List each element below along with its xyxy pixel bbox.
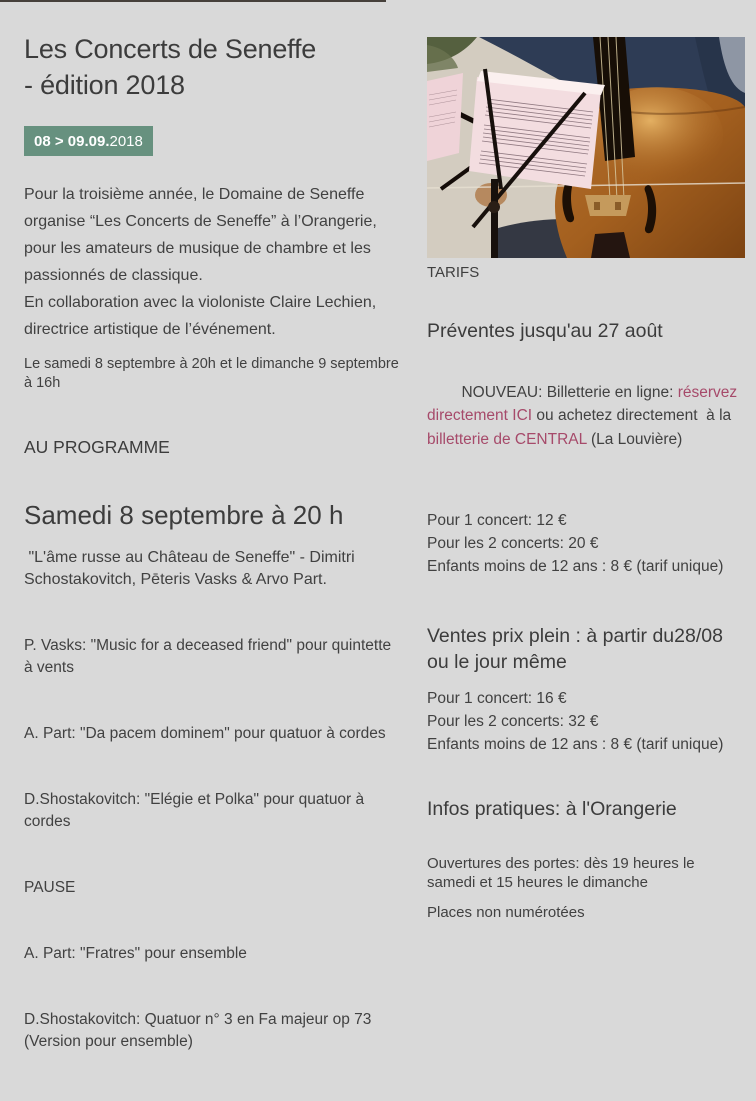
full-price-heading: Ventes prix plein : à partir du28/08 ou le jour même	[427, 624, 734, 673]
page-title-line1: Les Concerts de Seneffe	[24, 34, 317, 64]
top-border-rule	[0, 0, 386, 2]
program-section-label: AU PROGRAMME	[24, 437, 170, 457]
full-price-list	[427, 687, 745, 756]
central-ticket-office-link[interactable]: billetterie de CENTRAL	[427, 430, 587, 448]
program-item: D.Shostakovitch: "Elégie et Polka" pour quatuor à cordes	[24, 791, 369, 830]
practical-info-heading: Infos pratiques: à l'Orangerie	[427, 797, 677, 820]
cello-photo-illustration	[427, 37, 745, 258]
page-title	[24, 31, 400, 103]
price-line: Enfants moins de 12 ans : 8 € (tarif unique)	[427, 735, 724, 753]
intro-paragraph	[24, 181, 400, 343]
notice-text: NOUVEAU: Billetterie en ligne:	[461, 383, 678, 401]
concert-subtitle: "L'âme russe au Château de Seneffe" - Dimitri Schostakovitch, Pēteris Vasks & Arvo Part.	[24, 549, 360, 588]
price-line: Pour 1 concert: 16 €	[427, 689, 567, 707]
schedule-note: Le samedi 8 septembre à 20h et le dimanche 9 septembre à 16h	[24, 356, 399, 391]
seating-info: Places non numérotées	[427, 903, 585, 921]
program-item: A. Part: "Fratres" pour ensemble	[24, 945, 247, 962]
price-line: Pour les 2 concerts: 32 €	[427, 712, 599, 730]
concert-day-heading: Samedi 8 septembre à 20 h	[24, 500, 344, 530]
intro-text-2: En collaboration avec la violoniste Claire Lechien, directrice artistique de l’événement.	[24, 294, 377, 338]
program-item: A. Part: "Da pacem dominem" pour quatuor à cordes	[24, 725, 386, 742]
online-ticketing-notice	[427, 357, 745, 475]
event-date-badge	[24, 126, 153, 156]
tariffs-sidebar-column	[427, 0, 745, 1053]
event-date-range: 08 > 09.09.	[34, 133, 110, 150]
presale-heading: Préventes jusqu'au 27 août	[427, 320, 663, 342]
notice-text: ou achetez directement à la	[532, 407, 736, 424]
program-item: D.Shostakovitch: Quatuor n° 3 en Fa majeur op 73 (Version pour ensemble)	[24, 1011, 376, 1050]
main-article-column	[24, 0, 400, 1053]
price-line: Pour 1 concert: 12 €	[427, 511, 567, 529]
concert-photo	[427, 37, 745, 258]
notice-text: (La Louvière)	[586, 430, 683, 448]
program-pause-label: PAUSE	[24, 879, 76, 896]
price-line: Pour les 2 concerts: 20 €	[427, 534, 599, 552]
program-item: P. Vasks: "Music for a deceased friend" pour quintette à vents	[24, 637, 396, 676]
presale-price-list	[427, 509, 745, 578]
event-date-year: 2018	[109, 133, 143, 150]
intro-text-1: Pour la troisième année, le Domaine de Seneffe organise “Les Concerts de Seneffe” à l’Orangerie, pour les amateurs de musique de chambre et les passionnés de classique.	[24, 186, 377, 284]
reserve-online-link[interactable]: réservez directement ICI	[427, 383, 742, 424]
price-line: Enfants moins de 12 ans : 8 € (tarif unique)	[427, 557, 724, 575]
tariffs-caption: TARIFS	[427, 264, 480, 281]
doors-opening-info: Ouvertures des portes: dès 19 heures le samedi et 15 heures le dimanche	[427, 854, 699, 891]
page-title-line2: - édition 2018	[24, 70, 185, 100]
